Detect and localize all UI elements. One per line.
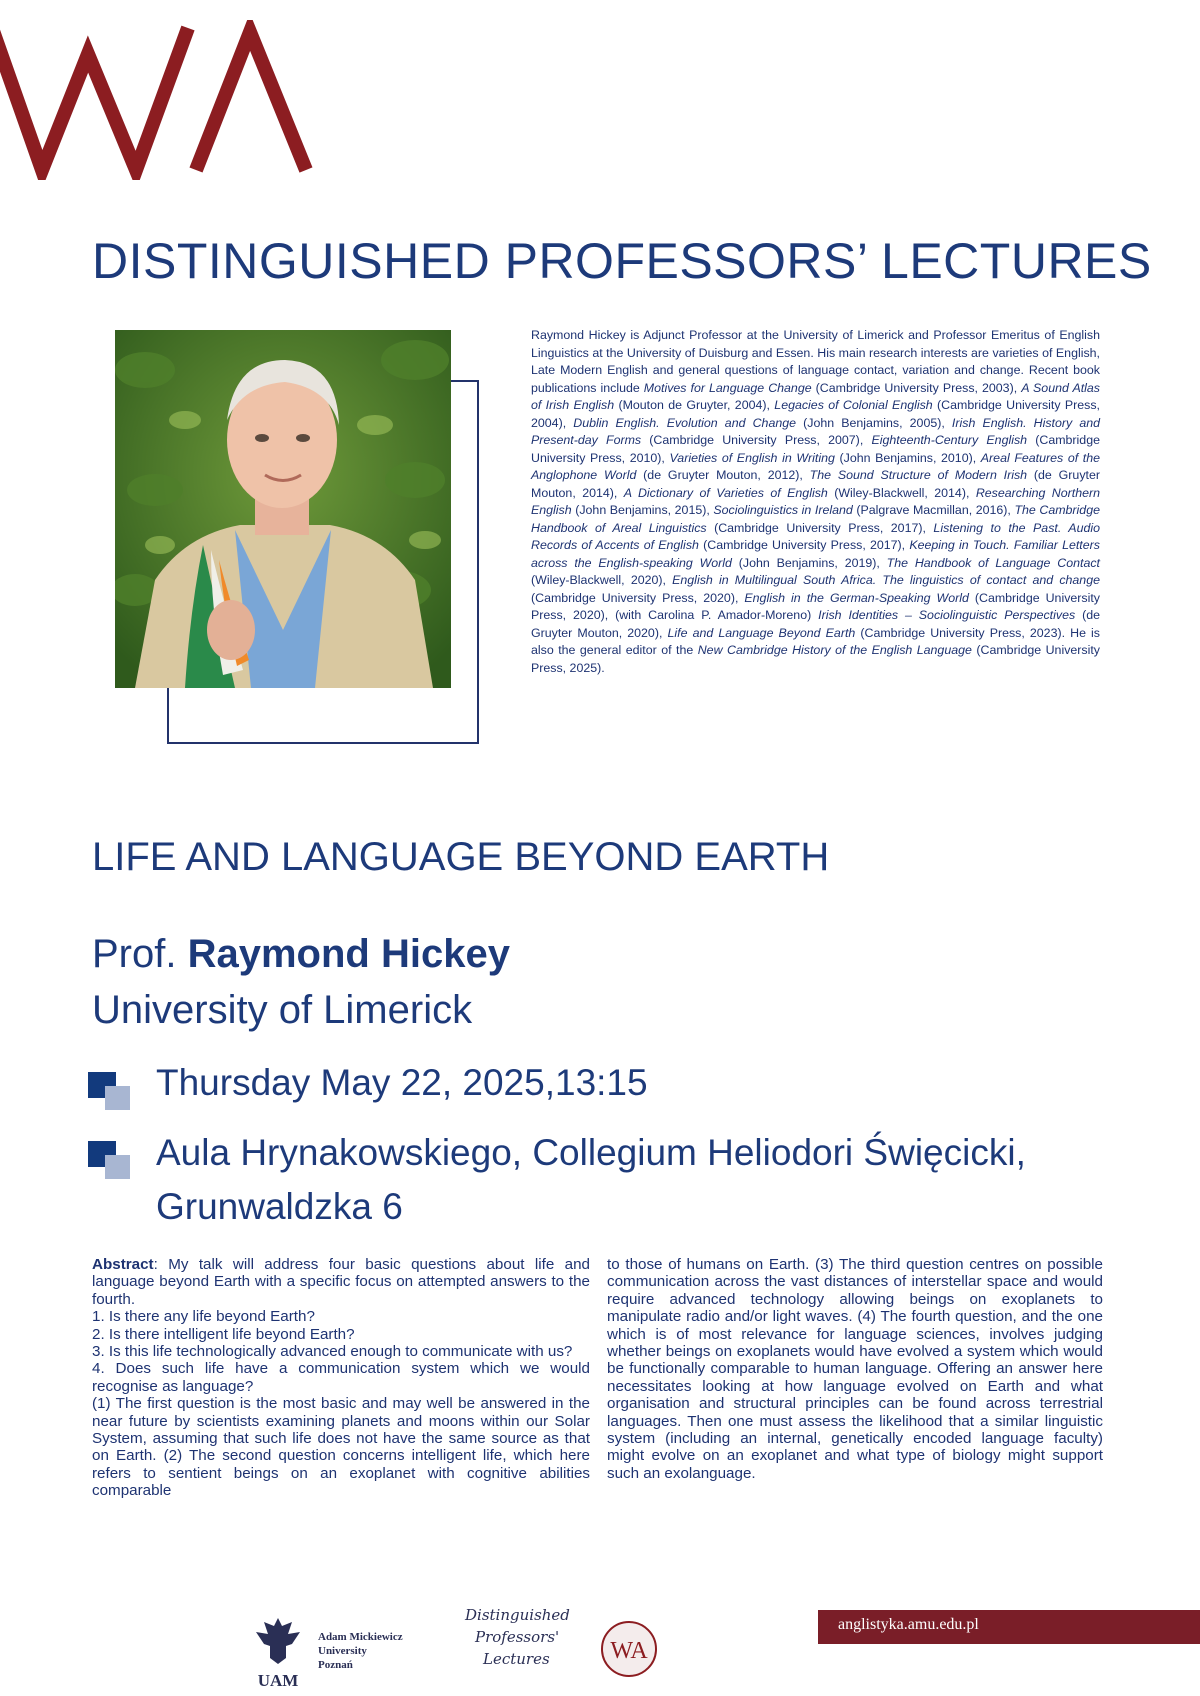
bio-text: (Cambridge University Press, 2017), (706, 520, 934, 535)
bio-book-title: Sociolinguistics in Ireland (713, 503, 853, 517)
abstract-paragraph: (1) The first question is the most basic and may well be answered in the near future by scientists examining planets and moons within our Solar System, assuming that such life does not have the same source as that on Earth. (2) The second question concerns intelligent life, which here refers to sentient beings on an exoplanet with cognitive abilities comparable (92, 1395, 590, 1500)
abstract-question-4: 4. Does such life have a communication system which we would recognise as language? (92, 1360, 590, 1395)
bio-text: (Cambridge University Press, 2023). He is also the general editor of the (531, 625, 1101, 657)
bio-text: (John Benjamins, 2019), (731, 555, 887, 570)
bio-book-title: A Dictionary of Varieties of English (623, 485, 828, 500)
speaker-prefix: Prof. (92, 932, 177, 976)
bio-book-title: Researching Northern English (531, 485, 1101, 517)
bio-text: (John Benjamins, 2010), (834, 450, 981, 465)
bio-book-title: Life and Language Beyond Earth (667, 625, 856, 640)
speaker-line (92, 932, 510, 977)
svg-text:WA: WA (610, 1638, 648, 1664)
bio-text: (Cambridge University Press, 2025). (531, 643, 1100, 675)
lecture-date: Thursday May 22, 2025,13:15 (156, 1062, 648, 1103)
bio-text: (Wiley-Blackwell, 2014), (827, 485, 976, 500)
bio-text: (Cambridge University Press, 2003), (811, 380, 1022, 395)
bio-text: (Cambridge University Press, 2020), (531, 590, 745, 605)
bio-text: (Palgrave Macmillan, 2016), (852, 503, 1015, 517)
bio-text: (de Gruyter Mouton, 2012), (636, 468, 810, 482)
bio-text: (Cambridge University Press, 2004), (531, 398, 1100, 430)
bio-text: (Cambridge University Press, 2017), (698, 538, 910, 552)
abstract-question-1: 1. Is there any life beyond Earth? (92, 1308, 315, 1326)
bio-book-title: The Cambridge Handbook of Areal Linguistics (531, 503, 1100, 535)
bio-text: Raymond Hickey is Adjunct Professor at the University of Limerick and Professor Emeritus of English Linguistics at the University of Duisburg and Essen. His main research interests are varieties of English, Late Modern English and general questions of language contact, variation and change. Recent book publications include (531, 328, 1100, 395)
bio-text: (de Gruyter Mouton, 2014), (531, 468, 1100, 500)
abstract-question-3: 3. Is this life technologically advanced enough to communicate with us? (92, 1343, 573, 1361)
abstract-question-2: 2. Is there intelligent life beyond Earth? (92, 1325, 355, 1343)
dpl-series-logo: Distinguished Professors' Lectures (465, 1606, 570, 1668)
bio-text: (John Benjamins, 2005), (796, 415, 952, 430)
bio-text: (Mouton de Gruyter, 2004), (614, 398, 775, 412)
date-bullet-icon (88, 1072, 140, 1110)
bio-book-title: The Handbook of Language Contact (886, 555, 1100, 570)
bio-text: (Cambridge University Press, 2020), (with Carolina P. Amador-Moreno) (531, 590, 1100, 622)
speaker-affiliation: University of Limerick (92, 988, 473, 1032)
bio-book-title: Legacies of Colonial English (774, 398, 933, 412)
lecture-title: LIFE AND LANGUAGE BEYOND EARTH (92, 835, 830, 879)
bio-book-title: Dublin English. Evolution and Change (573, 415, 797, 430)
bio-book-title: Keeping in Touch. Familiar Letters across the English-speaking World (531, 538, 1100, 570)
abstract-column-1 (92, 1256, 590, 1500)
bio-book-title: New Cambridge History of the English Language (697, 643, 972, 657)
abstract-column-2 (607, 1256, 1103, 1482)
lecture-address: Grunwaldzka 6 (156, 1186, 403, 1227)
bio-text: (Cambridge University Press, 2010), (531, 433, 1100, 465)
bio-book-title: Irish English. History and Present-day Forms (531, 415, 1100, 447)
abstract-intro: Abstract: My talk will address four basic questions about life and language beyond Earth with a specific focus on attempted answers to the fourth. (92, 1256, 590, 1308)
speaker-bio (531, 327, 1100, 677)
bio-text: (de Gruyter Mouton, 2020), (531, 608, 1100, 640)
wa-badge-icon (600, 1620, 658, 1678)
bio-book-title: Eighteenth-Century English (871, 433, 1028, 447)
uam-eagle-logo-icon (248, 1612, 308, 1692)
abstract-continued: to those of humans on Earth. (3) The third question centres on possible communication across the vast distances of interstellar space and would require advanced technology allowing beings on exoplanets to manipulate radio and/or light waves. (4) The fourth question, and the one which is of most relevance for language sciences, involves judging whether beings on exoplanets would have evolved a system which would be functionally comparable to human language. Offering an answer here necessitates looking at how language evolved on Earth and what organisation and structural principles can be found across terrestrial languages. Then one must assess the likelihood that a similar linguistic system (including an internal, genetically encoded language faculty) might evolve on an exoplanet and what type of biology might support such an exolanguage. (607, 1256, 1103, 1482)
bio-book-title: Areal Features of the Anglophone World (531, 450, 1101, 482)
bio-text: (John Benjamins, 2015), (571, 503, 714, 517)
bio-book-title: The Sound Structure of Modern Irish (809, 468, 1028, 482)
bio-text: (Cambridge University Press, 2007), (641, 433, 872, 447)
abstract-label: Abstract (92, 1256, 154, 1273)
series-title: DISTINGUISHED PROFESSORS’ LECTURES (92, 233, 1152, 289)
bio-book-title: A Sound Atlas of Irish English (531, 380, 1100, 412)
place-bullet-icon (88, 1141, 140, 1179)
website-link[interactable]: anglistyka.amu.edu.pl (838, 1616, 979, 1633)
speaker-photo (115, 330, 451, 688)
wa-logo (0, 20, 340, 180)
uam-name: Adam Mickiewicz University Poznań (318, 1631, 403, 1671)
speaker-name: Raymond Hickey (187, 932, 510, 976)
bio-book-title: Motives for Language Change (643, 380, 812, 395)
bio-book-title: Varieties of English in Writing (669, 450, 835, 465)
bio-book-title: English in the German-Speaking World (744, 590, 969, 605)
bio-text: (Wiley-Blackwell, 2020), (531, 573, 673, 587)
bio-book-title: Listening to the Past. Audio Records of Accents of English (531, 520, 1100, 552)
lecture-place: Aula Hrynakowskiego, Collegium Heliodori Święcicki, (156, 1132, 1026, 1173)
bio-book-title: Irish Identities – Sociolinguistic Perspectives (818, 608, 1076, 622)
bio-book-title: English in Multilingual South Africa. The linguistics of contact and change (672, 573, 1100, 587)
svg-text:UAM: UAM (257, 1671, 299, 1690)
